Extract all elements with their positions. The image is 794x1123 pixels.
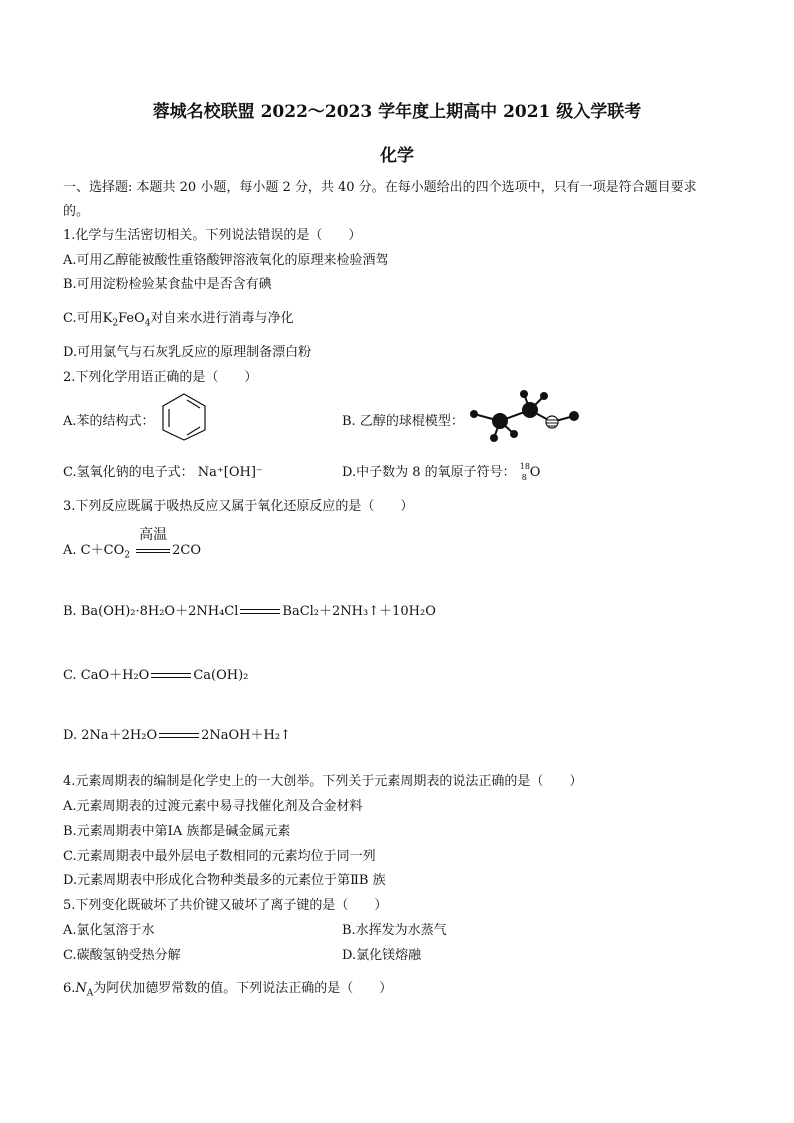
q3-stem: 3.下列反应既属于吸热反应又属于氧化还原反应的是（ ）: [63, 499, 414, 514]
q1-option-d: D.可用氯气与石灰乳反应的原理制备漂白粉: [63, 345, 312, 360]
q2-isotope-symbol: O: [529, 465, 541, 480]
q5-option-d: D.氯化镁熔融: [342, 948, 422, 963]
q5-option-a: A.氯化氢溶于水: [63, 923, 155, 938]
section-intro-line1: 一、选择题: 本题共 20 小题，每小题 2 分，共 40 分。在每小题给出的四个选项中，只有一项是符合题目要求: [63, 180, 697, 195]
q1-formula-feo: FeO: [118, 311, 145, 326]
q6-na-symbol: N: [75, 981, 87, 996]
q2-option-b: B. 乙醇的球棍模型：: [342, 414, 464, 429]
q3-d-label: D.: [63, 728, 78, 743]
q4-option-c: C.元素周期表中最外层电子数相同的元素均位于同一列: [63, 849, 376, 864]
q1-formula-k: K: [102, 311, 113, 326]
q4-option-a: A.元素周期表的过渡元素中易寻找催化剂及合金材料: [63, 799, 363, 814]
q1-option-b: B.可用淀粉检验某食盐中是否含有碘: [63, 277, 272, 292]
q4-option-d: D.元素周期表中形成化合物种类最多的元素位于第ⅡB 族: [63, 873, 386, 888]
q1-formula-sub4: 4: [144, 318, 151, 329]
q3-b-left: Ba(OH)₂·8H₂O＋2NH₄Cl: [80, 604, 239, 619]
q1-option-c-post: 对自来水进行消毒与净化: [150, 311, 294, 326]
exam-title: 蓉城名校联盟 2022～2023 学年度上期高中 2021 级入学联考: [152, 102, 642, 122]
q3-b-right: BaCl₂＋2NH₃↑＋10H₂O: [282, 604, 436, 619]
q6-stem-post: 为阿伏加德罗常数的值。下列说法正确的是（ ）: [93, 981, 393, 996]
q1-option-a: A.可用乙醇能被酸性重铬酸钾溶液氧化的原理来检验酒驾: [63, 253, 389, 268]
q2-stem: 2.下列化学用语正确的是（ ）: [63, 370, 258, 385]
q2-option-c: [63, 461, 263, 480]
q2-option-c-formula: Na⁺[OH]⁻: [197, 465, 263, 480]
q1-option-c-pre: C.可用: [63, 311, 103, 326]
q3-option-c: [63, 664, 248, 683]
q3-a-left: C＋CO: [80, 543, 125, 558]
q6-na-sub: A: [86, 988, 94, 999]
q3-c-left: CaO＋H₂O: [80, 668, 150, 683]
q3-option-b: [63, 600, 436, 619]
ethanol-ball-stick-model-icon: [466, 386, 586, 444]
q4-option-b: B.元素周期表中第ⅠA 族都是碱金属元素: [63, 824, 291, 839]
q2-option-c-pre: C.氢氧化钠的电子式：: [63, 465, 194, 480]
q3-option-a: [63, 526, 201, 561]
q2-option-d-pre: D.中子数为 8 的氧原子符号：: [342, 465, 516, 480]
q2-option-a: A.苯的结构式：: [63, 414, 155, 429]
q5-stem: 5.下列变化既破坏了共价键又破坏了离子键的是（ ）: [63, 898, 388, 913]
q3-a-condition: 高温: [139, 526, 168, 543]
q3-option-d: [63, 724, 291, 743]
q2-isotope-mass: 18: [519, 461, 530, 471]
q2-isotope-atomic: 8: [521, 472, 527, 482]
q3-a-label: A.: [63, 543, 77, 558]
q1-formula-sub2: 2: [112, 318, 119, 329]
q2-isotope-numbers: [519, 461, 530, 482]
q6-stem-pre: 6.: [63, 981, 76, 996]
q2-option-d: [342, 461, 540, 480]
q3-a-sub: 2: [124, 550, 130, 561]
q3-d-left: 2Na＋2H₂O: [81, 728, 158, 743]
q3-c-label: C.: [63, 668, 77, 683]
q5-option-c: C.碳酸氢钠受热分解: [63, 948, 181, 963]
q1-stem: 1.化学与生活密切相关。下列说法错误的是（ ）: [63, 228, 362, 243]
section-intro-line2: 的。: [63, 204, 90, 219]
q3-d-right: 2NaOH＋H₂↑: [201, 728, 291, 743]
q3-b-label: B.: [63, 604, 77, 619]
q6-stem: [63, 977, 392, 999]
benzene-structure-icon: [160, 392, 208, 442]
q3-a-condition-arrow: [136, 526, 170, 558]
subject-title: 化学: [380, 146, 414, 166]
q3-b-equals: [240, 607, 280, 616]
q3-c-right: Ca(OH)₂: [193, 668, 249, 683]
q3-a-right: 2CO: [172, 543, 201, 558]
q5-option-b: B.水挥发为水蒸气: [342, 923, 447, 938]
q3-d-equals: [159, 731, 199, 740]
q3-c-equals: [151, 671, 191, 680]
q1-option-c: [63, 307, 294, 329]
q4-stem: 4.元素周期表的编制是化学史上的一大创举。下列关于元素周期表的说法正确的是（ ）: [63, 774, 583, 789]
